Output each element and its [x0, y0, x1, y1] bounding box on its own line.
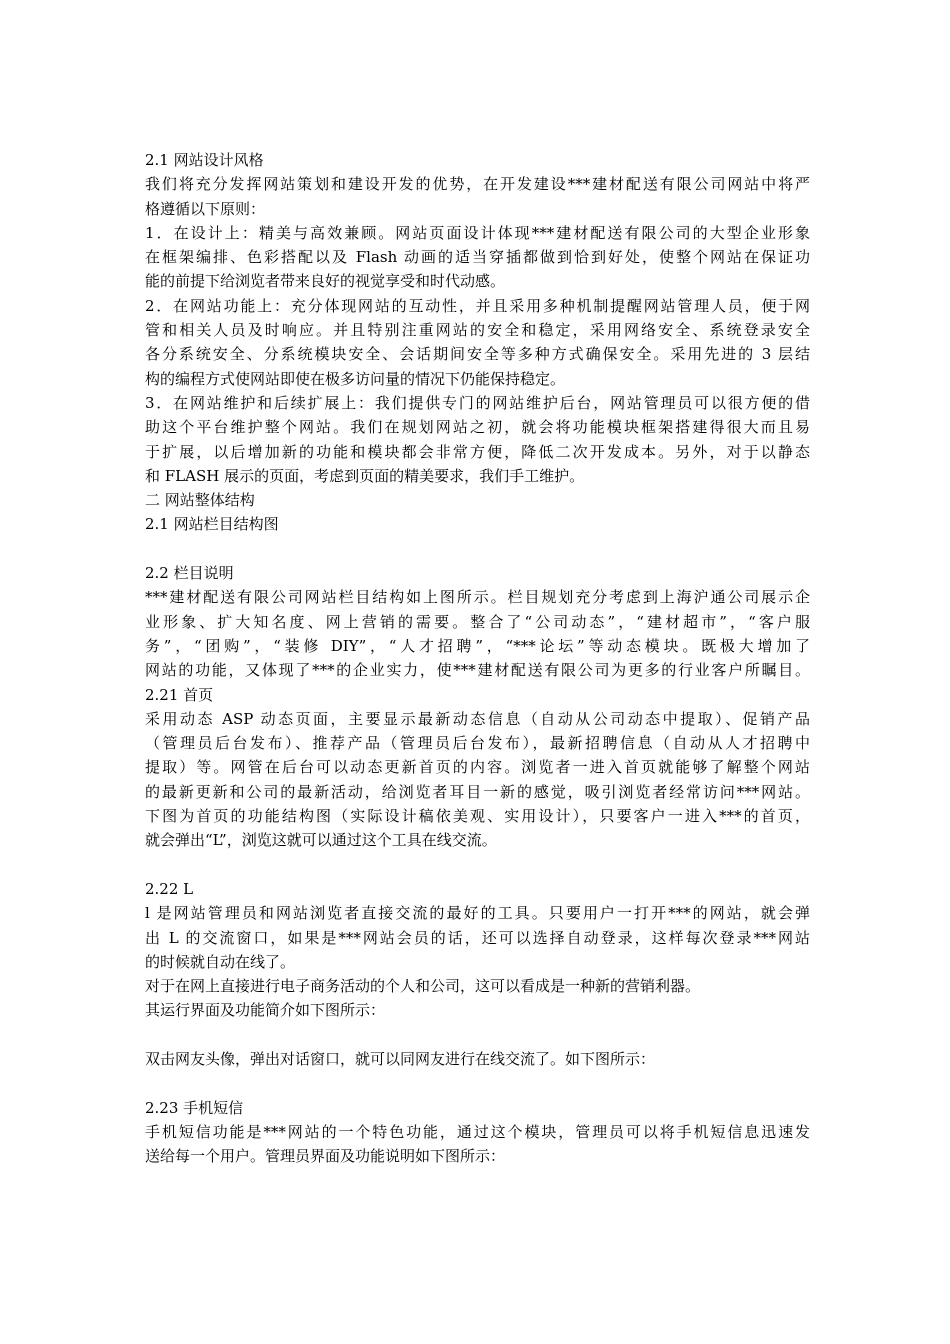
section-heading: 2.2 栏目说明 — [145, 564, 234, 583]
paragraph-line: （管理员后台发布）、推荐产品（管理员后台发布），最新招聘信息（自动从人才招聘中 — [145, 734, 810, 753]
paragraph-line: 送给每一个用户。管理员界面及功能说明如下图所示： — [145, 1147, 506, 1166]
paragraph-line: 管和相关人员及时响应。并且特别注重网站的安全和稳定，采用网络安全、系统登录安全 — [145, 321, 810, 340]
paragraph-line: 提取）等。网管在后台可以动态更新首页的内容。浏览者一进入首页就能够了解整个网站 — [145, 758, 810, 777]
paragraph-line: 务”，“团购”，“装修 DIY”，“人才招聘”，“***论坛”等动态模块。既极大增加了 — [145, 636, 810, 655]
document-page — [145, 148, 810, 1168]
paragraph-line: 能的前提下给浏览者带来良好的视觉享受和时代动感。 — [145, 272, 506, 291]
section-heading: 2.1 网站栏目结构图 — [145, 515, 279, 534]
blank-line — [145, 853, 810, 877]
blank-line — [145, 537, 810, 561]
paragraph-line: 出 L 的交流窗口，如果是***网站会员的话，还可以选择自动登录，这样每次登录***网站 — [145, 928, 810, 947]
paragraph-line: 2．在网站功能上：充分体现网站的互动性，并且采用多种机制提醒网站管理人员，便于网 — [145, 296, 810, 315]
paragraph-line: ***建材配送有限公司网站栏目结构如上图所示。栏目规划充分考虑到上海沪通公司展示企 — [145, 588, 810, 607]
paragraph-line: 我们将充分发挥网站策划和建设开发的优势，在开发建设***建材配送有限公司网站中将严 — [145, 175, 810, 194]
paragraph-line: 在框架编排、色彩搭配以及 Flash 动画的适当穿插都做到恰到好处，使整个网站在保证功 — [145, 248, 810, 267]
paragraph-line: 对于在网上直接进行电子商务活动的个人和公司，这可以看成是一种新的营销利器。 — [145, 977, 701, 996]
paragraph-line: 业形象、扩大知名度、网上营销的需要。整合了“公司动态”，“建材超市”，“客户服 — [145, 612, 810, 631]
paragraph-line: 网站的功能，又体现了***的企业实力，使***建材配送有限公司为更多的行业客户所瞩目。 — [145, 661, 810, 680]
paragraph-line: 格遵循以下原则： — [145, 199, 266, 218]
paragraph-line: 1．在设计上：精美与高效兼顾。网站页面设计体现***建材配送有限公司的大型企业形象 — [145, 223, 810, 242]
section-heading: 2.1 网站设计风格 — [145, 151, 264, 169]
paragraph-line: 构的编程方式使网站即使在极多访问量的情况下仍能保持稳定。 — [145, 369, 566, 388]
paragraph-line: 于扩展，以后增加新的功能和模块都会非常方便，降低二次开发成本。另外，对于以静态 — [145, 442, 810, 461]
paragraph-line: 就会弹出“L”，浏览这就可以通过这个工具在线交流。 — [145, 831, 497, 850]
paragraph-line: 各分系统安全、分系统模块安全、会话期间安全等多种方式确保安全。采用先进的 3 层结 — [145, 345, 810, 364]
paragraph-line: 其运行界面及功能简介如下图所示： — [145, 1001, 386, 1020]
blank-line — [145, 1023, 810, 1047]
section-heading: 2.23 手机短信 — [145, 1098, 244, 1117]
blank-line — [145, 1071, 810, 1095]
paragraph-line: 双击网友头像，弹出对话窗口，就可以同网友进行在线交流了。如下图所示： — [145, 1049, 656, 1068]
paragraph-line: 的时候就自动在线了。 — [145, 952, 296, 971]
paragraph-line: 手机短信功能是***网站的一个特色功能，通过这个模块，管理员可以将手机短信息迅速发 — [145, 1122, 810, 1141]
section-heading: 2.22 L — [145, 879, 194, 898]
paragraph-line: l 是网站管理员和网站浏览者直接交流的最好的工具。只要用户一打开***的网站，就会弹 — [145, 904, 810, 923]
section-heading: 二 网站整体结构 — [145, 491, 255, 510]
paragraph-line: 3．在网站维护和后续扩展上：我们提供专门的网站维护后台，网站管理员可以很方便的借 — [145, 393, 810, 412]
section-heading: 2.21 首页 — [145, 685, 214, 704]
paragraph-line: 的最新更新和公司的最新活动，给浏览者耳目一新的感觉，吸引浏览者经常访问***网站。 — [145, 782, 810, 801]
paragraph-line: 采用动态 ASP 动态页面，主要显示最新动态信息（自动从公司动态中提取）、促销产品 — [145, 709, 810, 728]
paragraph-line: 和 FLASH 展示的页面，考虑到页面的精美要求，我们手工维护。 — [145, 466, 585, 485]
paragraph-line: 助这个平台维护整个网站。我们在规划网站之初，就会将功能模块框架搭建得很大而且易 — [145, 418, 810, 437]
paragraph-line: 下图为首页的功能结构图（实际设计稿依美观、实用设计），只要客户一进入***的首页， — [145, 807, 810, 826]
